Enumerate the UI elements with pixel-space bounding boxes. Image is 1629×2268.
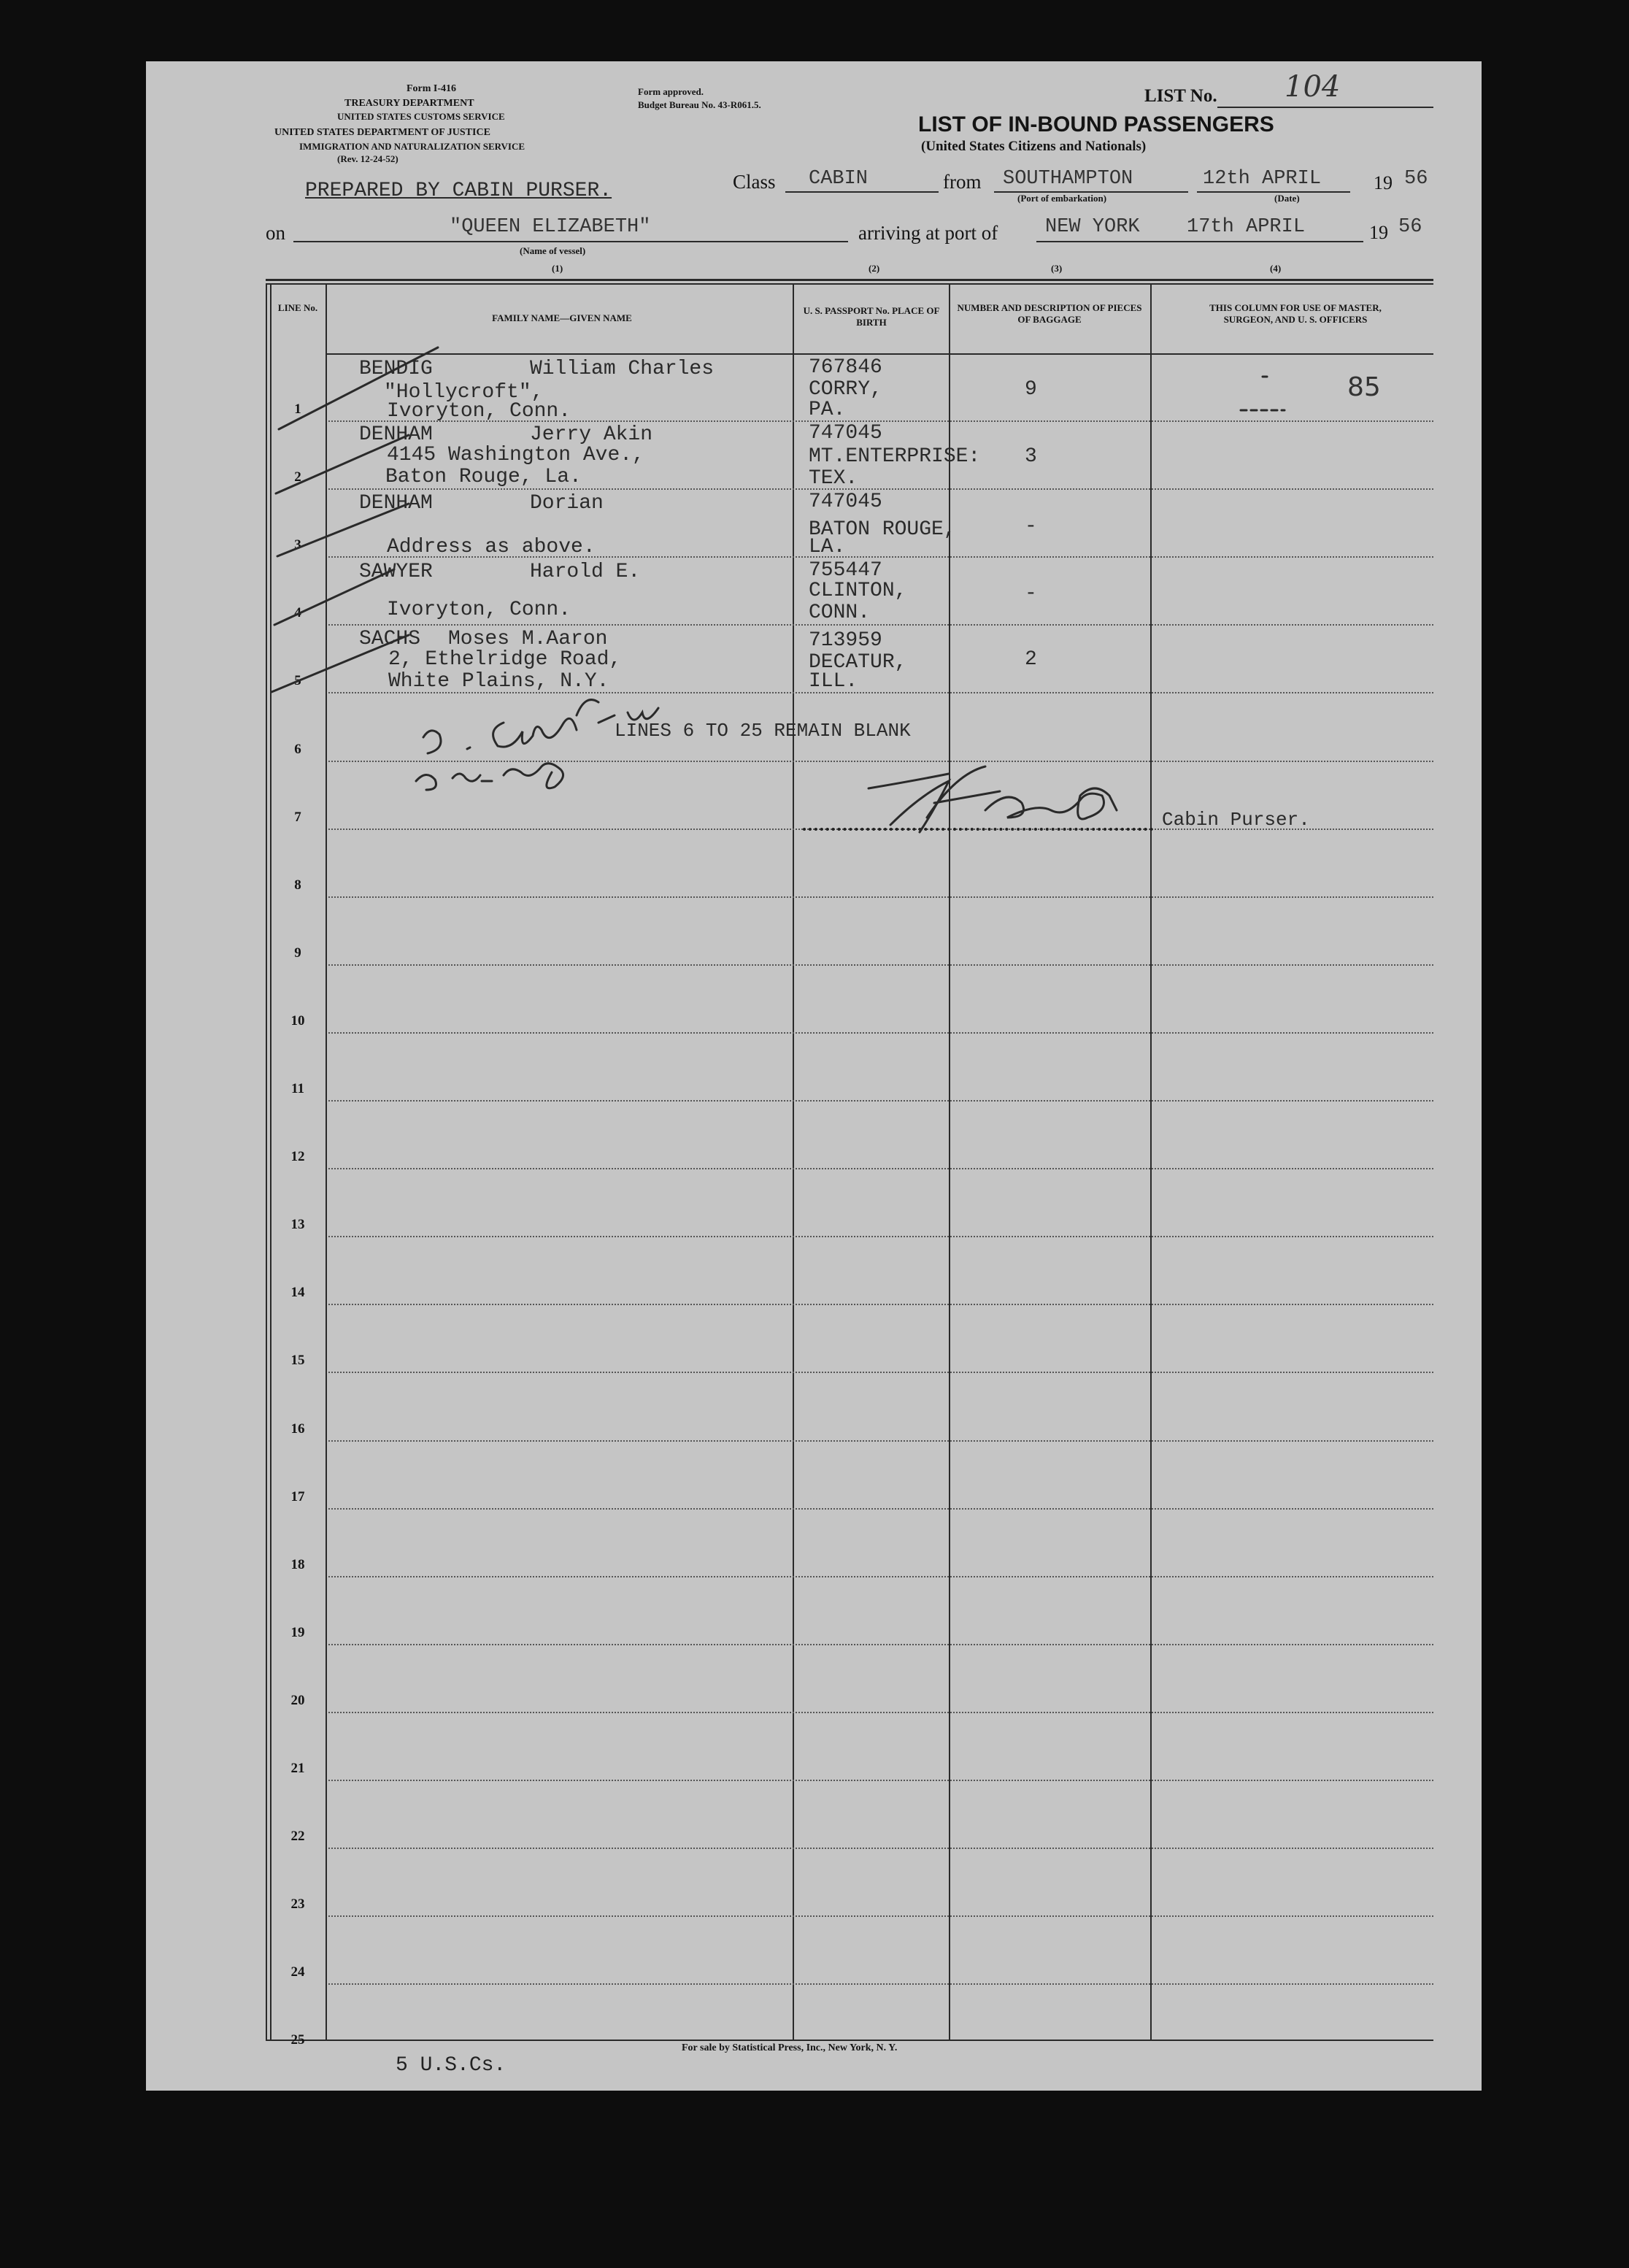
list-number-label: LIST No. bbox=[1144, 86, 1217, 106]
passport-number: 747045 bbox=[809, 491, 882, 513]
header-line-no: LINE No. bbox=[277, 302, 318, 313]
baggage-count: 9 bbox=[1025, 378, 1037, 401]
baggage-count: 3 bbox=[1025, 445, 1037, 468]
address-line-2: Address as above. bbox=[387, 536, 596, 558]
line-number: 19 bbox=[290, 1625, 305, 1640]
from-label: from bbox=[943, 171, 982, 193]
family-name: DENHAM bbox=[359, 423, 433, 446]
embark-year-prefix: 19 bbox=[1374, 172, 1393, 193]
line-number: 3 bbox=[294, 537, 301, 553]
family-name: DENHAM bbox=[359, 492, 433, 515]
header-passport: U. S. PASSPORT No. PLACE OF BIRTH bbox=[803, 305, 940, 328]
vessel-caption: (Name of vessel) bbox=[520, 245, 586, 256]
treasury-dept: TREASURY DEPARTMENT bbox=[344, 98, 474, 109]
embark-port-caption: (Port of embarkation) bbox=[1017, 193, 1107, 204]
form-number: Form I-416 bbox=[407, 83, 457, 94]
date-caption: (Date) bbox=[1274, 193, 1300, 204]
line-number: 8 bbox=[294, 877, 301, 893]
birth-place-2: PA. bbox=[809, 399, 846, 421]
budget-bureau: Budget Bureau No. 43-R061.5. bbox=[638, 99, 761, 110]
page-subtitle: (United States Citizens and Nationals) bbox=[921, 139, 1147, 154]
officer-note: 85 bbox=[1347, 372, 1381, 402]
line-number: 7 bbox=[294, 810, 301, 825]
address-line-2: Ivoryton, Conn. bbox=[387, 400, 571, 423]
remain-blank-note: LINES 6 TO 25 REMAIN BLANK bbox=[615, 720, 911, 742]
printer-note: For sale by Statistical Press, Inc., New York, N. Y. bbox=[682, 2042, 898, 2053]
embark-year: 56 bbox=[1404, 168, 1428, 190]
arrival-port: NEW YORK bbox=[1045, 216, 1140, 238]
class-value: CABIN bbox=[809, 168, 869, 190]
line-number: 6 bbox=[294, 742, 301, 757]
line-number: 4 bbox=[294, 605, 301, 620]
arrival-year-prefix: 19 bbox=[1369, 222, 1388, 243]
line-number: 15 bbox=[290, 1353, 305, 1368]
prepared-by: PREPARED BY CABIN PURSER. bbox=[305, 180, 612, 202]
birth-place-2: ILL. bbox=[809, 670, 858, 693]
arriving-label: arriving at port of bbox=[858, 222, 998, 244]
baggage-count: 2 bbox=[1025, 648, 1037, 671]
baggage-count: - bbox=[1025, 515, 1037, 538]
birth-place-1: BATON ROUGE, bbox=[809, 518, 956, 541]
embark-port: SOUTHAMPTON bbox=[1003, 168, 1133, 190]
given-name: William Charles bbox=[530, 358, 715, 380]
list-number-value: 104 bbox=[1285, 70, 1341, 104]
line-number: 12 bbox=[290, 1149, 305, 1164]
line-number: 22 bbox=[290, 1829, 305, 1844]
header-officers: THIS COLUMN FOR USE OF MASTER, SURGEON, AND U. S. OFFICERS bbox=[1209, 302, 1382, 325]
line-number: 25 bbox=[290, 2032, 305, 2048]
passport-number: 713959 bbox=[809, 629, 882, 652]
passport-number: 767846 bbox=[809, 356, 882, 379]
line-number: 2 bbox=[294, 469, 301, 485]
line-number: 11 bbox=[291, 1081, 304, 1096]
line-number: 21 bbox=[290, 1761, 305, 1776]
line-number: 10 bbox=[290, 1013, 305, 1029]
ins-service: IMMIGRATION AND NATURALIZATION SERVICE bbox=[299, 141, 525, 152]
justice-dept: UNITED STATES DEPARTMENT OF JUSTICE bbox=[274, 127, 490, 138]
given-name: Dorian bbox=[530, 492, 604, 515]
birth-place-1: CORRY, bbox=[809, 378, 882, 401]
passport-number: 755447 bbox=[809, 559, 882, 582]
revision-date: (Rev. 12-24-52) bbox=[337, 153, 398, 164]
page-title: LIST OF IN-BOUND PASSENGERS bbox=[918, 112, 1274, 137]
line-number: 24 bbox=[290, 1964, 305, 1980]
address-line-1: 4145 Washington Ave., bbox=[387, 444, 644, 466]
given-name: Moses M.Aaron bbox=[448, 628, 608, 650]
birth-place-2: CONN. bbox=[809, 601, 871, 624]
address-line-2: White Plains, N.Y. bbox=[388, 670, 609, 693]
given-name: Jerry Akin bbox=[530, 423, 653, 446]
address-line-1: "Hollycroft", bbox=[384, 381, 544, 404]
header-baggage: NUMBER AND DESCRIPTION OF PIECES OF BAGGAGE bbox=[957, 302, 1142, 325]
line-number: 14 bbox=[290, 1285, 305, 1300]
birth-place-1: CLINTON, bbox=[809, 580, 907, 602]
arrival-year: 56 bbox=[1398, 216, 1422, 238]
customs-service: UNITED STATES CUSTOMS SERVICE bbox=[337, 111, 505, 122]
on-label: on bbox=[266, 222, 285, 244]
line-number: 20 bbox=[290, 1693, 305, 1708]
passenger-count-note: 5 U.S.Cs. bbox=[396, 2054, 507, 2077]
line-number: 16 bbox=[290, 1421, 305, 1437]
arrival-date: 17th APRIL bbox=[1187, 216, 1306, 238]
line-number: 1 bbox=[294, 401, 301, 417]
line-number: 5 bbox=[294, 673, 301, 688]
col-num-2: (2) bbox=[869, 263, 880, 274]
baggage-count: - bbox=[1025, 583, 1037, 605]
col-num-3: (3) bbox=[1051, 263, 1063, 274]
header-name: FAMILY NAME—GIVEN NAME bbox=[492, 312, 632, 323]
address-line-1: 2, Ethelridge Road, bbox=[388, 648, 622, 671]
passport-number: 747045 bbox=[809, 422, 882, 445]
address-line-2: Baton Rouge, La. bbox=[385, 466, 582, 488]
family-name: SACHS bbox=[359, 628, 421, 650]
col-num-1: (1) bbox=[552, 263, 563, 274]
line-number: 18 bbox=[290, 1557, 305, 1572]
birth-place-2: TEX. bbox=[809, 467, 858, 490]
form-approved: Form approved. bbox=[638, 86, 704, 97]
line-number: 23 bbox=[290, 1896, 305, 1912]
line-number: 9 bbox=[294, 945, 301, 961]
col-num-4: (4) bbox=[1270, 263, 1282, 274]
line-number: 13 bbox=[290, 1217, 305, 1232]
line-number: 17 bbox=[290, 1489, 305, 1504]
address-line-2: Ivoryton, Conn. bbox=[387, 599, 571, 621]
given-name: Harold E. bbox=[530, 561, 641, 583]
birth-place-1: MT.ENTERPRISE: bbox=[809, 445, 981, 468]
class-label: Class bbox=[733, 171, 776, 193]
purser-label: Cabin Purser. bbox=[1162, 809, 1310, 831]
vessel-name: "QUEEN ELIZABETH" bbox=[450, 216, 651, 238]
family-name: BENDIG bbox=[359, 358, 433, 380]
birth-place-1: DECATUR, bbox=[809, 651, 907, 674]
family-name: SAWYER bbox=[359, 561, 433, 583]
embark-date: 12th APRIL bbox=[1203, 168, 1322, 190]
birth-place-2: LA. bbox=[809, 536, 846, 558]
